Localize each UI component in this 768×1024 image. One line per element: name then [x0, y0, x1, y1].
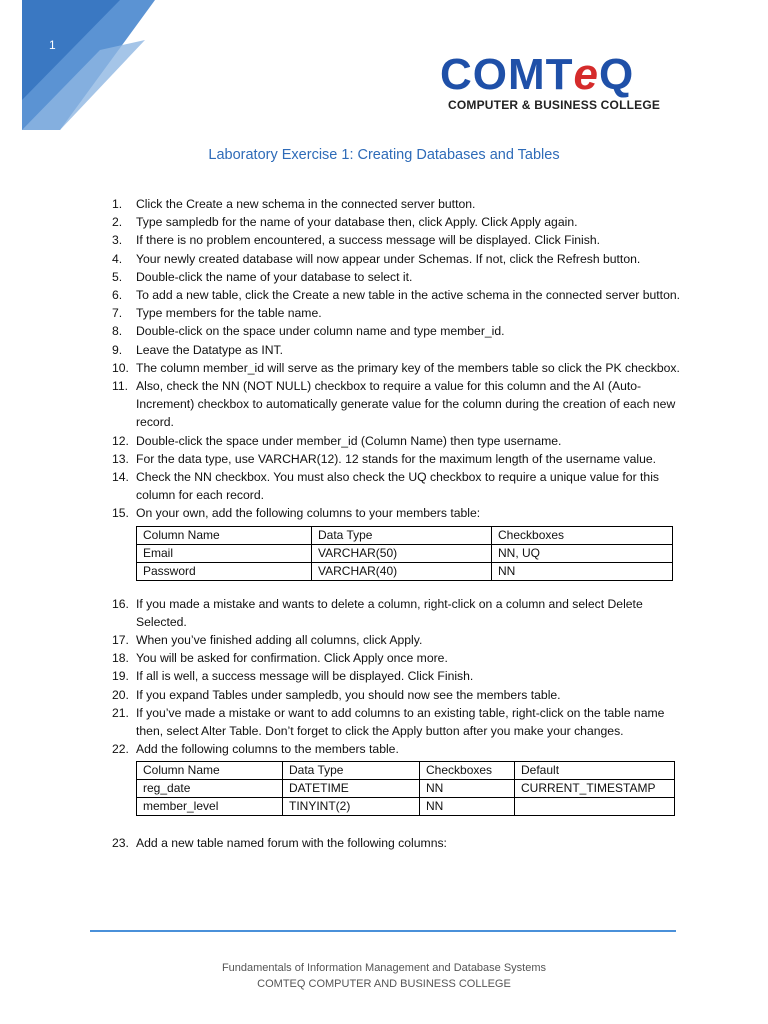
step-number: 10. — [112, 360, 129, 375]
step-text: If you’ve made a mistake or want to add columns to an existing table, right-click on the table name then, select Alter Table. Don’t forget to click the Apply button after you make your changes. — [136, 705, 665, 739]
table-cell: CURRENT_TIMESTAMP — [515, 780, 675, 798]
step-text: If there is no problem encountered, a success message will be displayed. Click Finish. — [136, 233, 601, 248]
table-cell: NN — [420, 780, 515, 798]
list-item — [112, 740, 682, 758]
table-cell: Password — [137, 562, 312, 580]
list-item — [112, 595, 682, 631]
step-number: 2. — [112, 215, 123, 230]
step-number: 8. — [112, 324, 123, 339]
page-number: 1 — [49, 38, 56, 52]
step-number: 21. — [112, 705, 129, 720]
table-cell: member_level — [137, 798, 283, 816]
step-number: 17. — [112, 633, 129, 648]
instructions — [112, 195, 682, 853]
step-number: 19. — [112, 669, 129, 684]
page-title: Laboratory Exercise 1: Creating Databases and Tables — [208, 147, 560, 163]
table-cell — [515, 798, 675, 816]
list-item — [112, 667, 682, 685]
step-text: Double-click on the space under column name and type member_id. — [136, 324, 505, 339]
list-item — [112, 450, 682, 468]
logo-subtitle: COMPUTER & BUSINESS COLLEGE — [448, 98, 661, 112]
list-item — [112, 834, 682, 852]
step-number: 4. — [112, 251, 123, 266]
table-cell: DATETIME — [283, 780, 420, 798]
list-item — [112, 286, 682, 304]
table-cell: VARCHAR(40) — [312, 562, 492, 580]
list-item — [112, 341, 682, 359]
step-text: Add the following columns to the members table. — [136, 742, 399, 757]
table-row — [137, 780, 675, 798]
step-number: 23. — [112, 836, 129, 851]
table-header-row — [137, 526, 673, 544]
step-number: 5. — [112, 269, 123, 284]
table-row — [137, 562, 673, 580]
footer-college: COMTEQ COMPUTER AND BUSINESS COLLEGE — [257, 978, 511, 990]
list-item — [112, 377, 682, 432]
step-text: On your own, add the following columns to your members table: — [136, 506, 481, 521]
table-header-cell: Data Type — [283, 762, 420, 780]
step-text: To add a new table, click the Create a new table in the active schema in the connected server button. — [136, 288, 681, 303]
step-text: Add a new table named forum with the following columns: — [136, 836, 447, 851]
step-text: Double-click the name of your database to select it. — [136, 269, 413, 284]
step-text: If all is well, a success message will be displayed. Click Finish. — [136, 669, 474, 684]
step-text: The column member_id will serve as the primary key of the members table so click the PK checkbox. — [136, 360, 680, 375]
step-number: 14. — [112, 470, 129, 485]
steps-list — [112, 834, 682, 852]
step-number: 6. — [112, 288, 123, 303]
college-logo — [440, 50, 680, 120]
step-text: Check the NN checkbox. You must also check the UQ checkbox to require a unique value for this column for each record. — [136, 470, 659, 503]
list-item — [112, 268, 682, 286]
table-header-cell: Column Name — [137, 526, 312, 544]
step-number: 15. — [112, 506, 129, 521]
list-item — [112, 231, 682, 249]
step-number: 9. — [112, 342, 123, 357]
table-cell: VARCHAR(50) — [312, 544, 492, 562]
members-extra-columns-table — [136, 761, 675, 816]
list-item — [112, 359, 682, 377]
list-item — [112, 504, 682, 522]
step-number: 16. — [112, 596, 129, 611]
table-cell: NN — [492, 562, 673, 580]
table-header-cell: Data Type — [312, 526, 492, 544]
table-row — [137, 544, 673, 562]
step-text: When you’ve finished adding all columns, click Apply. — [136, 633, 423, 648]
step-number: 13. — [112, 451, 129, 466]
table-cell: reg_date — [137, 780, 283, 798]
step-text: Leave the Datatype as INT. — [136, 342, 284, 357]
table-header-row — [137, 762, 675, 780]
step-number: 12. — [112, 433, 129, 448]
table-cell: TINYINT(2) — [283, 798, 420, 816]
list-item — [112, 432, 682, 450]
list-item — [112, 704, 682, 740]
list-item — [112, 649, 682, 667]
steps-list — [112, 595, 682, 759]
step-text: Type members for the table name. — [136, 306, 322, 321]
steps-list — [112, 195, 682, 523]
table-cell: NN — [420, 798, 515, 816]
footer-divider — [90, 930, 676, 932]
table-header-cell: Checkboxes — [492, 526, 673, 544]
corner-decoration — [0, 0, 200, 140]
table-header-cell: Default — [515, 762, 675, 780]
list-item — [112, 468, 682, 504]
step-text: Your newly created database will now appear under Schemas. If not, click the Refresh button. — [136, 251, 641, 266]
step-text: You will be asked for confirmation. Click Apply once more. — [136, 651, 448, 666]
step-text: If you expand Tables under sampledb, you should now see the members table. — [136, 687, 561, 702]
list-item — [112, 686, 682, 704]
table-cell: Email — [137, 544, 312, 562]
step-number: 11. — [112, 379, 129, 394]
table-header-cell: Checkboxes — [420, 762, 515, 780]
step-number: 20. — [112, 687, 129, 702]
step-text: Also, check the NN (NOT NULL) checkbox to require a value for this column and the AI (Auto-Increment) checkbox to automatically generate value for the column during the creation of each new record. — [136, 379, 676, 430]
step-text: If you made a mistake and wants to delete a column, right-click on a column and select Delete Selected. — [136, 596, 643, 629]
step-number: 3. — [112, 233, 123, 248]
table-header-cell: Column Name — [137, 762, 283, 780]
list-item — [112, 250, 682, 268]
step-number: 22. — [112, 742, 129, 757]
step-text: For the data type, use VARCHAR(12). 12 stands for the maximum length of the username value. — [136, 451, 657, 466]
step-number: 1. — [112, 197, 123, 211]
logo-wordmark: COMTeQ — [440, 50, 635, 99]
list-item — [112, 304, 682, 322]
step-text: Type sampledb for the name of your database then, click Apply. Click Apply again. — [136, 215, 578, 230]
step-text: Double-click the space under member_id (Column Name) then type username. — [136, 433, 562, 448]
list-item — [112, 195, 682, 213]
list-item — [112, 213, 682, 231]
step-number: 18. — [112, 651, 129, 666]
step-text: Click the Create a new schema in the connected server button. — [136, 197, 476, 211]
table-row — [137, 798, 675, 816]
list-item — [112, 631, 682, 649]
step-number: 7. — [112, 306, 123, 321]
list-item — [112, 322, 682, 340]
footer-course: Fundamentals of Information Management and Database Systems — [221, 962, 547, 974]
table-cell: NN, UQ — [492, 544, 673, 562]
members-columns-table — [136, 526, 673, 581]
